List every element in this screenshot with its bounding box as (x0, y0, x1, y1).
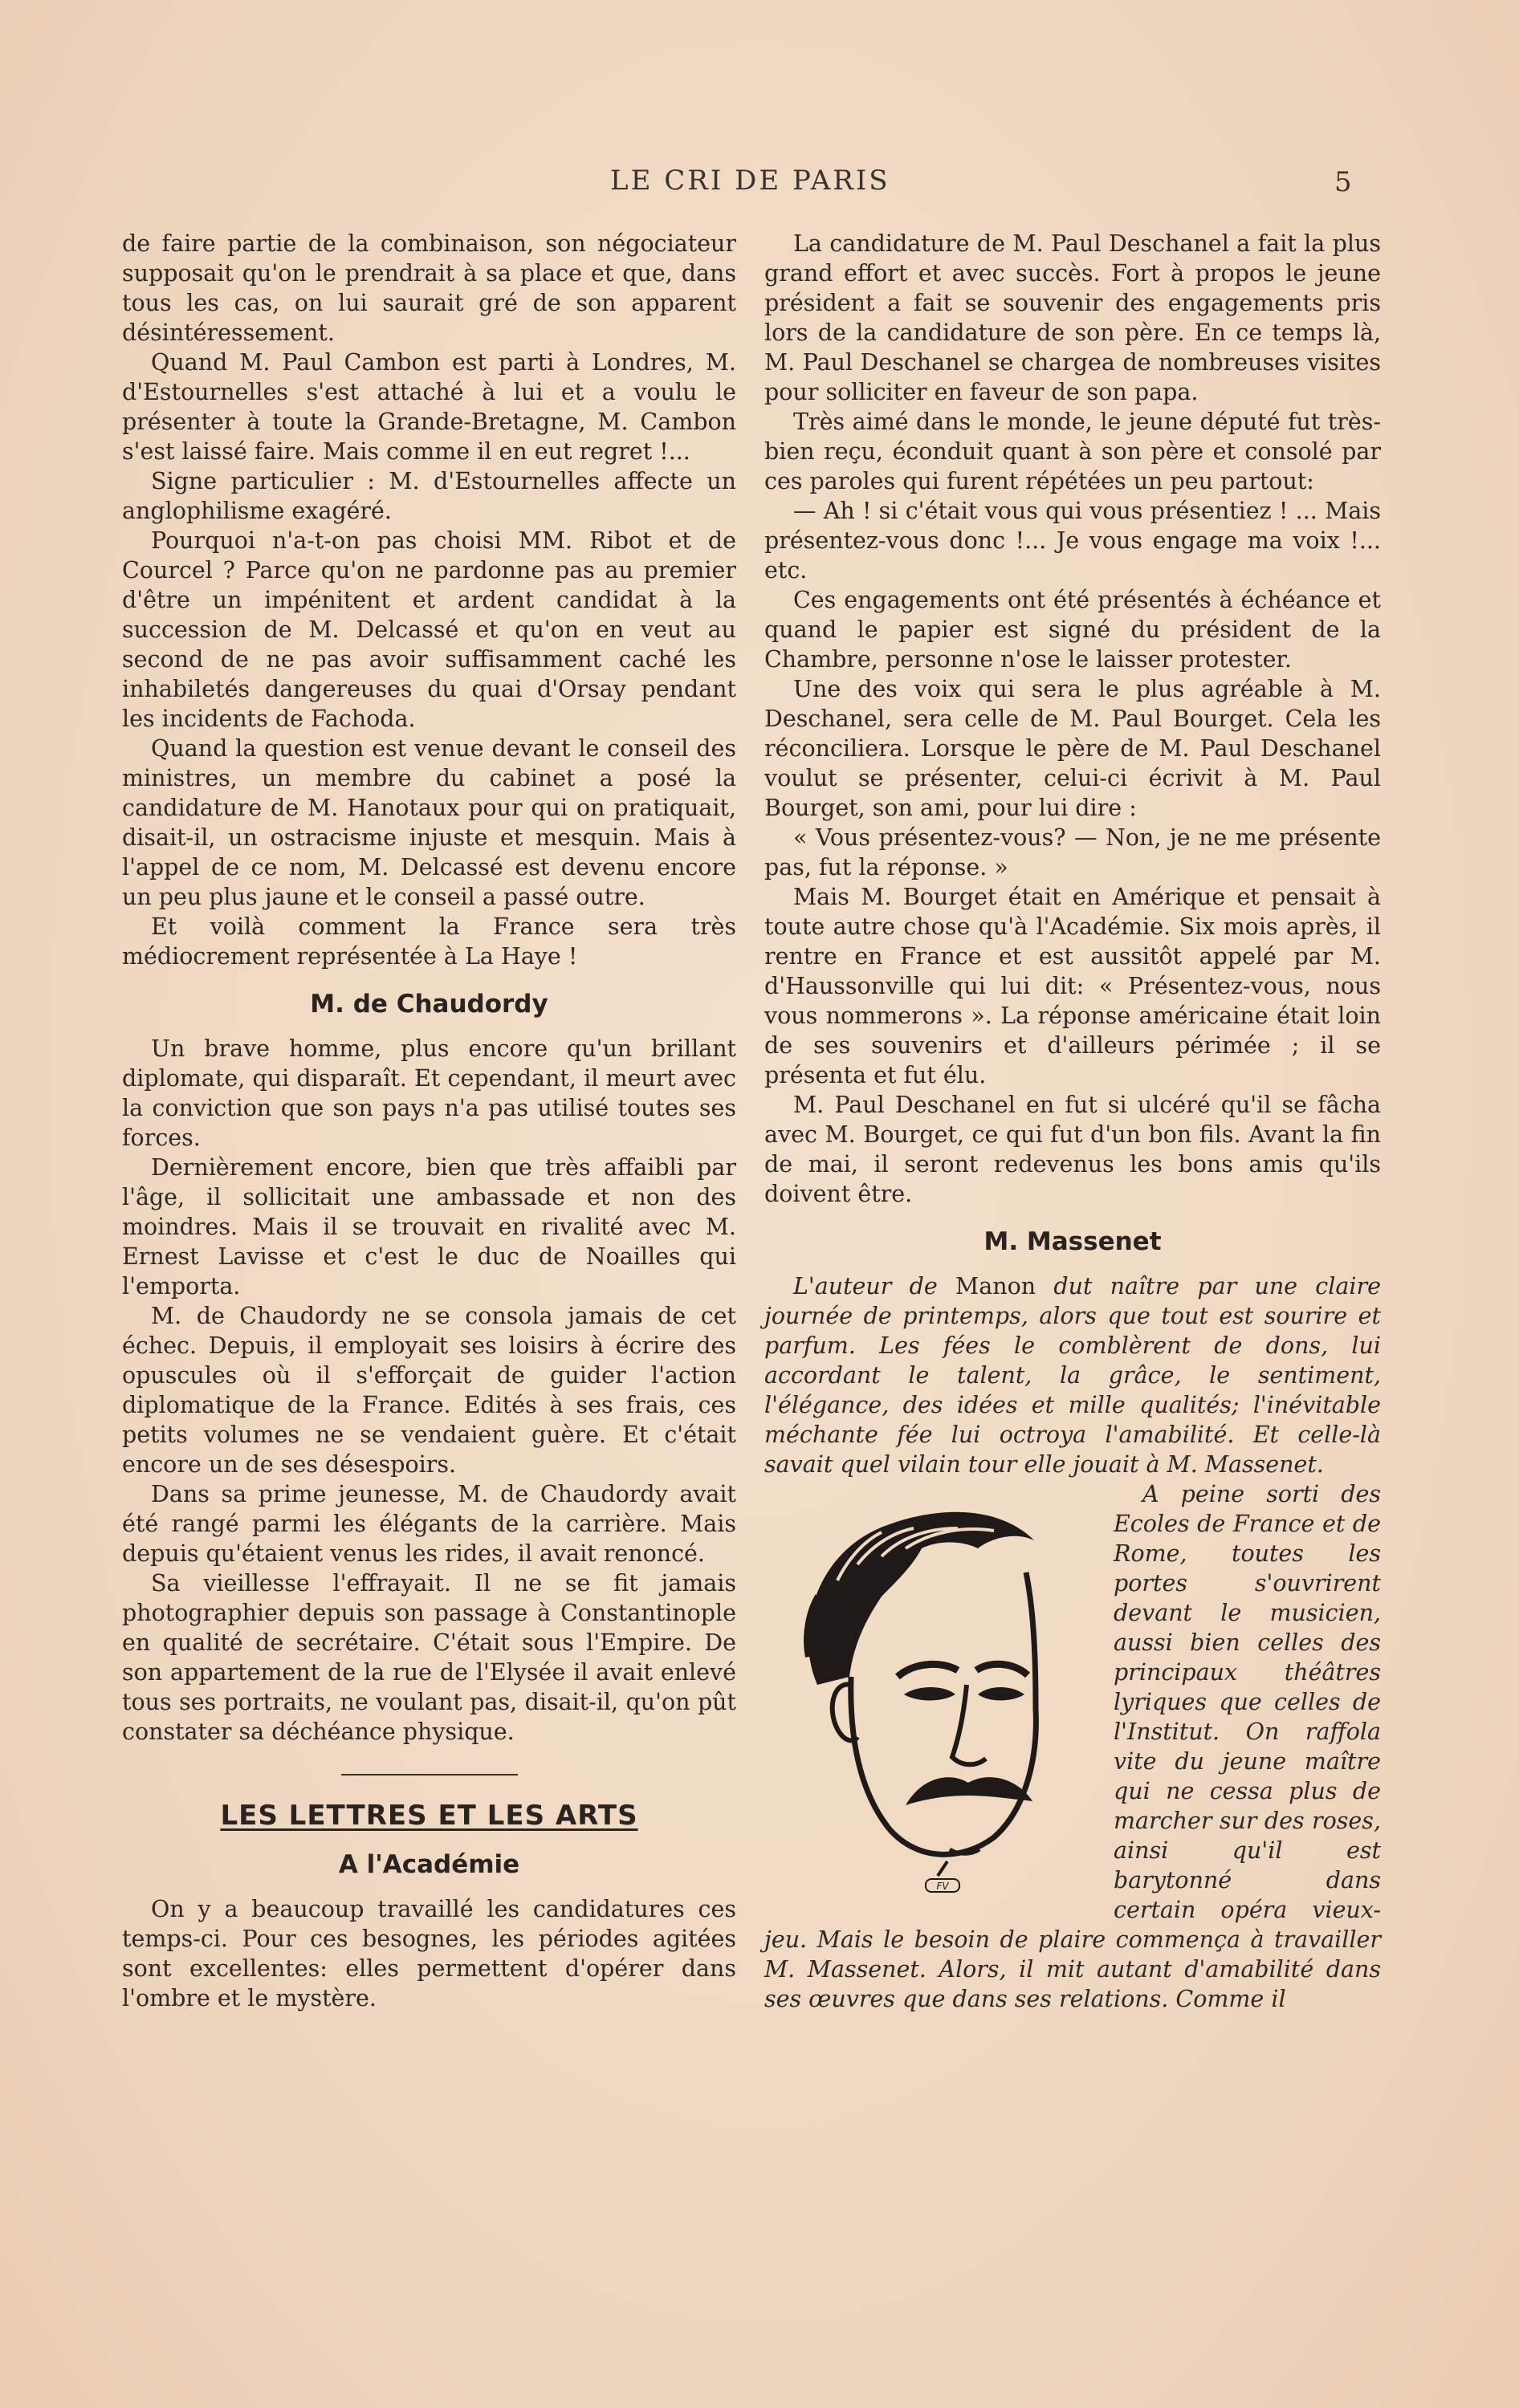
right-column (764, 229, 1381, 2014)
paragraph: Quand la question est venue devant le conseil des ministres, un membre du cabinet a posé la candidature de M. Hanotaux pour qui on pratiquait, disait-il, un ostracisme injuste et mesquin. Mais à l'appel de ce nom, M. Delcassé est devenu encore un peu plus jaune et le conseil a passé outre. (122, 735, 736, 910)
heading-academie: A l'Académie (338, 1850, 520, 1879)
massenet-article (764, 1271, 1381, 2014)
paragraph: Et voilà comment la France sera très médiocrement représentée à La Haye ! (122, 913, 736, 970)
heading-massenet: M. Massenet (983, 1227, 1162, 1256)
massenet-lead: L'auteur de (793, 1273, 956, 1300)
paragraph: Ces engagements ont été présentés à échéance et quand le papier est signé du président de la Chambre, personne n'ose le laisser protester. (764, 587, 1381, 673)
paragraph: M. de Chaudordy ne se consola jamais de cet échec. Depuis, il employait ses loisirs à écrire des opuscules où il s'efforçait de guider l'action diplomatique de la France. Edités à ses frais, ces petits volumes ne se vendaient guère. Et c'était encore un de ses désespoirs. (122, 1303, 736, 1478)
section-title: LES LETTRES ET LES ARTS (220, 1800, 638, 1832)
section-divider (341, 1774, 518, 1775)
paragraph: M. Paul Deschanel en fut si ulcéré qu'il se fâcha avec M. Bourget, ce qui fut d'un bon fils. Avant la fin de mai, il seront redevenus les bons amis qu'ils doivent être. (764, 1092, 1381, 1207)
paragraph: A peine sorti des Ecoles de France et de Rome, toutes les portes s'ouvrirent devant le musicien, aussi bien celles des principaux théâtres lyriques que celles de l'Institut. On raffola vite du jeune maître qui ne cessa plus de marcher sur des roses, ainsi qu'il est barytonné dans certain opéra vieux-jeu. Mais le besoin de plaire commença à travailler M. Massenet. Alors, il mit autant d'amabilité dans ses œuvres que dans ses relations. Comme il (764, 1481, 1381, 2012)
paragraph: Quand M. Paul Cambon est parti à Londres, M. d'Estournelles s'est attaché à lui et a voulu le présenter à toute la Grande-Bretagne, M. Cambon s'est laissé faire. Mais comme il en eut regret !... (122, 349, 736, 465)
monogram: FV (936, 1881, 949, 1892)
massenet-text: dut naître par une claire journée de printemps, alors que tout est sourire et parfum. Les fées le comblèrent de dons, lui accordant le talent, la grâce, le sentiment, l'élégance, des idées et mille qualités; l'inévitable méchante fée lui octroya l'amabilité. Et celle-là savait quel vilain tour elle jouait à M. Massenet. (764, 1273, 1381, 1478)
paragraph: Très aimé dans le monde, le jeune député fut très-bien reçu, éconduit quant à son père et consolé par ces paroles qui furent répétées un peu partout: (764, 409, 1381, 494)
paragraph: Un brave homme, plus encore qu'un brillant diplomate, qui disparaît. Et cependant, il meurt avec la conviction que son pays n'a pas utilisé toutes ses forces. (122, 1035, 736, 1151)
paragraph: Dans sa prime jeunesse, M. de Chaudordy avait été rangé parmi les élégants de la carrière. Mais depuis qu'étaient venus les rides, il avait renoncé. (122, 1481, 736, 1567)
paragraph: Mais M. Bourget était en Amérique et pensait à toute autre chose qu'à l'Académie. Six mois après, il rentre en France et est aussitôt appelé par M. d'Haussonville qui lui dit: « Présentez-vous, nous vous nommerons ». La réponse américaine était loin de ses souvenirs et d'ailleurs périmée ; il se présenta et fut élu. (764, 884, 1381, 1088)
portrait-illustration (761, 1484, 1102, 1893)
paragraph: Dernièrement encore, bien que très affaibli par l'âge, il sollicitait une ambassade et non des moindres. Mais il se trouvait en rivalité avec M. Ernest Lavisse et c'est le duc de Noailles qui l'emporta. (122, 1154, 736, 1300)
paragraph: La candidature de M. Paul Deschanel a fait la plus grand effort et avec succès. Fort à propos le jeune président a fait se souvenir des engagements pris lors de la candidature de son père. En ce temps là, M. Paul Deschanel se chargea de nombreuses visites pour solliciter en faveur de son papa. (764, 230, 1381, 405)
paragraph: Signe particulier : M. d'Estournelles affecte un anglophilisme exagéré. (122, 468, 736, 524)
paragraph: — Ah ! si c'était vous qui vous présentiez ! ... Mais présentez-vous donc !... Je vous engage ma voix !... etc. (764, 498, 1381, 584)
paragraph: On y a beaucoup travaillé les candidatures ces temps-ci. Pour ces besognes, les périodes agitées sont excellentes: elles permettent d'opérer dans l'ombre et le mystère. (122, 1896, 736, 2011)
left-column (122, 229, 736, 2013)
paragraph: Pourquoi n'a-t-on pas choisi MM. Ribot et de Courcel ? Parce qu'on ne pardonne pas au premier d'être un impénitent et ardent candidat à la succession de M. Delcassé et qu'on en veut au second de ne pas avoir suffisamment caché les inhabiletés dangereuses du quai d'Orsay pendant les incidents de Fachoda. (122, 527, 736, 732)
heading-chaudordy: M. de Chaudordy (310, 990, 548, 1019)
paragraph (764, 1271, 1381, 1479)
massenet-portrait (761, 1484, 1102, 1893)
paragraph: Sa vieillesse l'effrayait. Il ne se fit jamais photographier depuis son passage à Constantinople en qualité de secrétaire. C'était sous l'Empire. De son appartement de la rue de l'Elysée il avait enlevé tous ses portraits, ne voulant pas, disait-il, qu'on pût constater sa déchéance physique. (122, 1570, 736, 1745)
page-number: 5 (1334, 166, 1352, 198)
paragraph: de faire partie de la combinaison, son négociateur supposait qu'on le prendrait à sa place et que, dans tous les cas, on lui saurait gré de son apparent désintéressement. (122, 230, 736, 346)
page-header (0, 165, 1519, 213)
newspaper-title: LE CRI DE PARIS (610, 165, 890, 197)
paragraph: « Vous présentez-vous? — Non, je ne me présente pas, fut la réponse. » (764, 824, 1381, 881)
paragraph: Une des voix qui sera le plus agréable à M. Deschanel, sera celle de M. Paul Bourget. Cela les réconciliera. Lorsque le père de M. Paul Deschanel voulut se présenter, celui-ci écrivit à M. Paul Bourget, son ami, pour lui dire : (764, 676, 1381, 821)
opera-title: Manon (955, 1273, 1036, 1300)
